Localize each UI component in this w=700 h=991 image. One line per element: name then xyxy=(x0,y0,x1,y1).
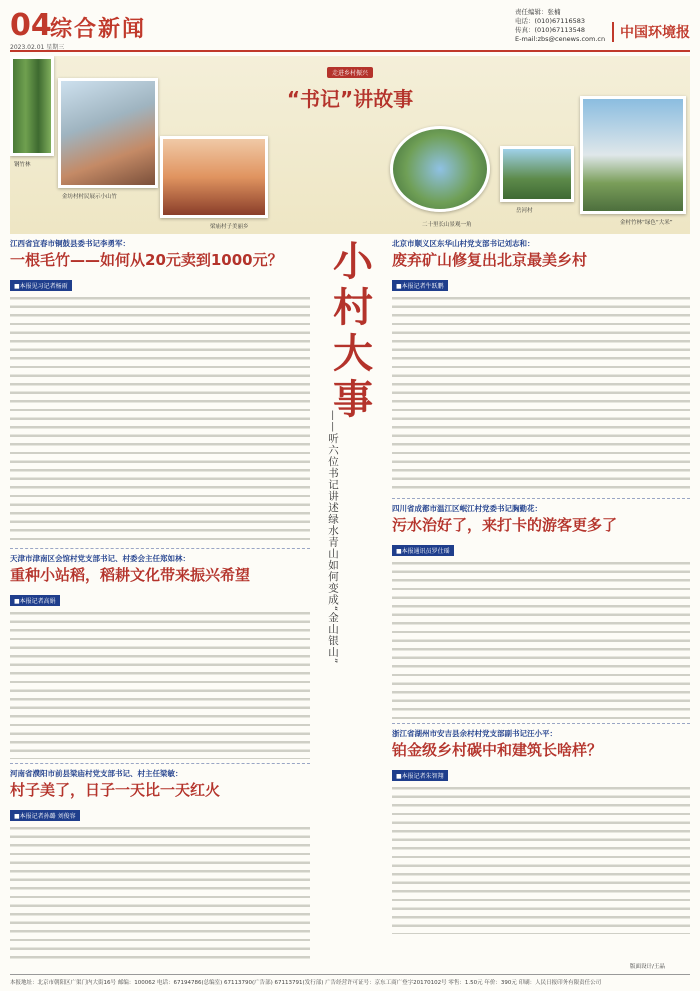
article-byline: ■本报记者孙璐 刘俊容 xyxy=(10,810,80,821)
right-column xyxy=(392,238,690,934)
article-byline: ■本报记者高娟 xyxy=(10,595,60,606)
bridge-photo xyxy=(160,136,268,218)
divider xyxy=(10,763,310,764)
article-headline: 一根毛竹——如何从20元卖到1000元？ xyxy=(10,251,283,269)
divider xyxy=(10,548,310,549)
email: E-mail:zbs@cenews.com.cn xyxy=(515,35,606,43)
photo-caption: 钢竹林 xyxy=(14,162,31,168)
article-headline: 村子美了，日子一天比一天红火 xyxy=(10,781,221,799)
photo-caption: 梁庙村子美丽乡 xyxy=(210,224,249,230)
article-kicker: 浙江省湖州市安吉县余村村党支部副书记汪小平： xyxy=(392,729,557,738)
issue-date: 2023.02.01 星期三 xyxy=(10,44,65,51)
village-photo xyxy=(500,146,574,202)
article-body xyxy=(10,609,310,759)
feature-title xyxy=(318,240,382,424)
newspaper-logo: 中国环境报 xyxy=(612,22,690,42)
article-body xyxy=(10,294,310,544)
photo-caption: 金坊村村民展示小山竹 xyxy=(62,194,118,200)
article-headline: 重种小站稻，稻耕文化带来振兴希望 xyxy=(10,566,251,584)
article-kicker: 四川省成都市温江区岷江村党委书记胸勤花： xyxy=(392,504,542,513)
layout-designer: 版面设计/王晶 xyxy=(630,964,665,970)
article-body xyxy=(392,784,690,934)
feature-title-text: 小村大事 xyxy=(326,240,373,424)
photo-caption: 岳河村 xyxy=(516,208,533,214)
landscape-photo xyxy=(390,126,490,212)
phone-2: 传真：(010)67113548 xyxy=(515,26,586,34)
masthead xyxy=(10,8,690,52)
article-kicker: 河南省濮阳市前县梁庙村党支部书记、村主任梁敏： xyxy=(10,769,183,778)
section-title: 综合新闻 xyxy=(50,16,147,42)
article-byline: ■本报通讯员罗仕瑶 xyxy=(392,545,454,556)
editor-name: 责任编辑：张楠 xyxy=(515,8,561,16)
photo-caption: 二十里长山景观一角 xyxy=(422,222,472,228)
bamboo-photo xyxy=(10,56,54,156)
hero-banner xyxy=(10,56,690,234)
article-headline: 污水治好了，来打卡的游客更多了 xyxy=(392,516,618,534)
article-byline: ■本报见习记者杨雨 xyxy=(10,280,72,291)
divider xyxy=(392,723,690,724)
footer-imprint: 本报地址：北京市朝阳区广渠门内大街16号 邮编：100062 电话：67194786(总编室) 67113790(广告部) 67113791(发行部) 广告经营许可证号：京东工商广登字20170102号 零售：1.50元 年价：390元 印刷：人民日报印务有限责任公司 xyxy=(10,974,690,986)
article-headline: 铂金级乡村碳中和建筑长啥样？ xyxy=(392,741,603,759)
article-kicker: 北京市顺义区东华山村党支部书记刘志和： xyxy=(392,239,535,248)
article-body xyxy=(392,559,690,719)
article-kicker: 江西省宜春市铜鼓县委书记李勇军： xyxy=(10,239,130,248)
photo-caption: 金村竹林“绿色“大米” xyxy=(620,220,673,226)
feature-subtitle: ——听六位书记讲述绿水青山如何变成“金山银山” xyxy=(327,410,339,665)
villagers-photo xyxy=(58,78,158,188)
article-kicker: 天津市津南区会馆村党支部书记、村委会主任郑如林： xyxy=(10,554,190,563)
left-column xyxy=(10,238,310,964)
hero-subtitle: 走进乡村振兴 xyxy=(327,67,373,78)
phone-1: 电话：(010)67116583 xyxy=(515,17,586,25)
article-byline: ■本报记者牛跃鹏 xyxy=(392,280,448,291)
hero-title: “书记”讲故事 xyxy=(286,87,414,111)
page-number: 04 xyxy=(10,8,52,43)
building-photo xyxy=(580,96,686,214)
article-body xyxy=(392,294,690,494)
hero-title-box xyxy=(270,60,430,112)
editor-contact xyxy=(515,8,605,44)
divider xyxy=(392,498,690,499)
article-headline: 废弃矿山修复出北京最美乡村 xyxy=(392,251,588,269)
article-byline: ■本报记者朱智翔 xyxy=(392,770,448,781)
article-body xyxy=(10,824,310,964)
